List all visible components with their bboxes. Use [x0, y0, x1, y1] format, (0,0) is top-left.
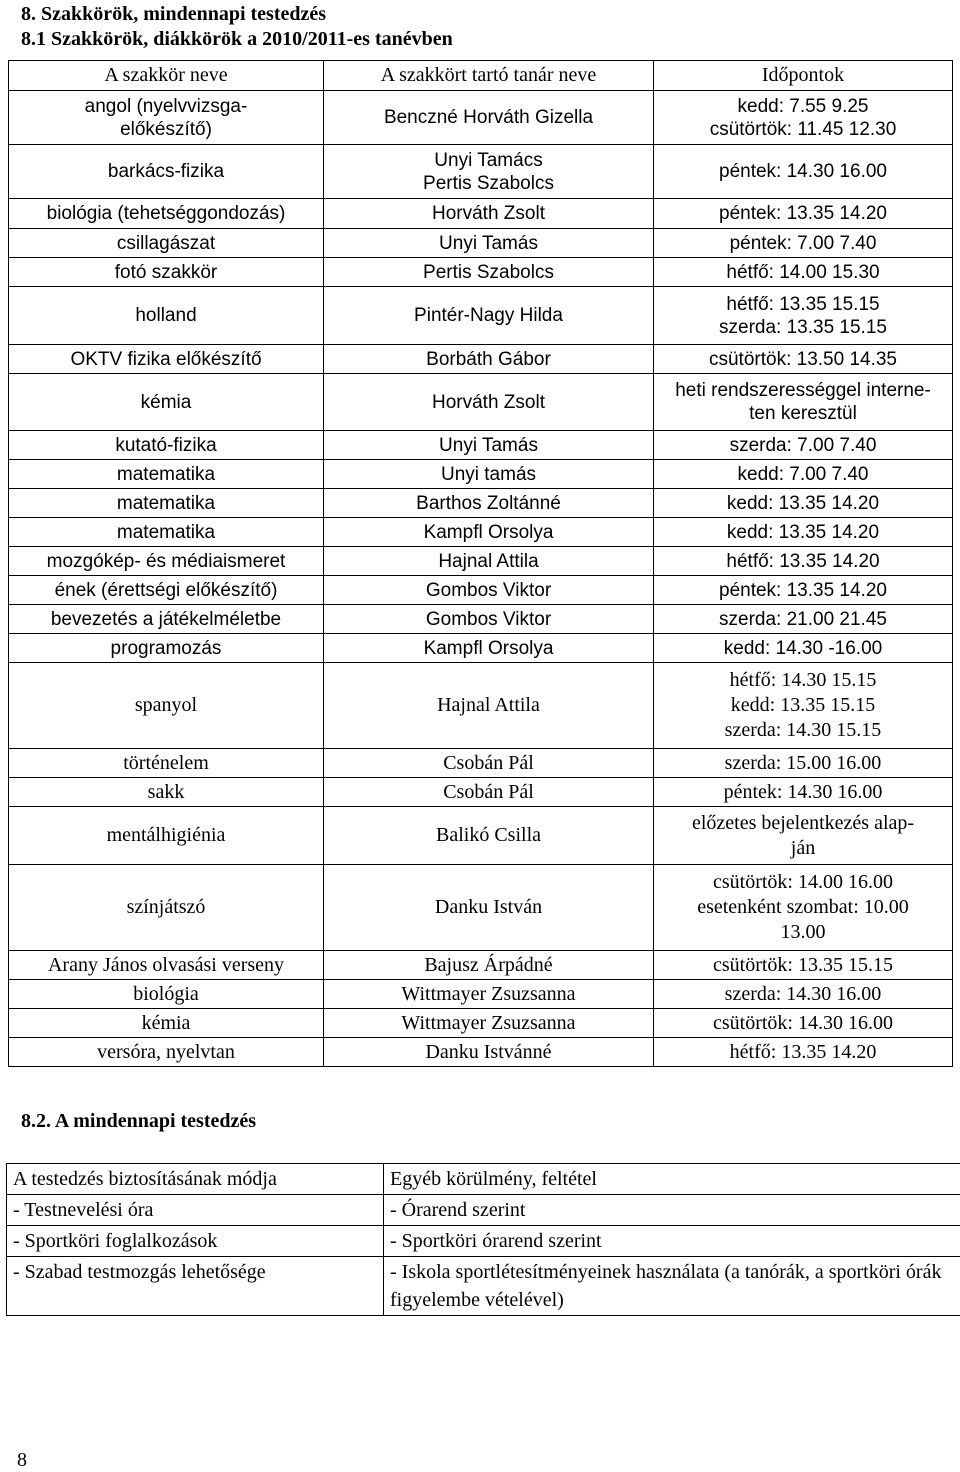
- table-row: [9, 258, 953, 287]
- time-cell: [654, 431, 953, 460]
- time-cell: [654, 605, 953, 634]
- club-name-cell-line: mentálhigiénia: [13, 823, 319, 848]
- club-name-cell: [9, 518, 324, 547]
- club-name-cell-line: programozás: [13, 637, 319, 660]
- time-cell: [654, 547, 953, 576]
- teacher-cell: [324, 865, 654, 951]
- teacher-cell: [324, 145, 654, 199]
- time-cell: [654, 518, 953, 547]
- time-cell: [654, 807, 953, 865]
- teacher-cell: [324, 489, 654, 518]
- teacher-cell: [324, 460, 654, 489]
- time-cell: [654, 145, 953, 199]
- teacher-cell: [324, 374, 654, 431]
- time-cell-line: kedd: 7.00 7.40: [658, 463, 948, 486]
- header-teacher-name: A szakkört tartó tanár neve: [324, 61, 654, 91]
- sport-section-heading: 8.2. A mindennapi testedzés: [21, 1109, 256, 1133]
- time-cell-line: csütörtök: 13.35 15.15: [658, 953, 948, 978]
- time-cell: [654, 634, 953, 663]
- time-cell: [654, 576, 953, 605]
- teacher-cell-line: Pertis Szabolcs: [328, 261, 649, 284]
- time-cell: [654, 460, 953, 489]
- table-row: [9, 460, 953, 489]
- time-cell-line: hétfő: 13.35 14.20: [658, 1040, 948, 1065]
- teacher-cell-line: Hajnal Attila: [328, 550, 649, 573]
- teacher-cell: [324, 1038, 654, 1067]
- table-row: [9, 1009, 953, 1038]
- table-row: [7, 1257, 960, 1316]
- time-cell-line: előzetes bejelentkezés alap-: [658, 811, 948, 836]
- club-name-cell-line: angol (nyelvvizsga-: [13, 95, 319, 118]
- time-cell: [654, 489, 953, 518]
- teacher-cell-line: Wittmayer Zsuzsanna: [328, 982, 649, 1007]
- time-cell: [654, 980, 953, 1009]
- club-name-cell: [9, 91, 324, 145]
- time-cell-line: kedd: 13.35 14.20: [658, 492, 948, 515]
- club-name-cell: [9, 1038, 324, 1067]
- club-name-cell: [9, 807, 324, 865]
- time-cell: [654, 258, 953, 287]
- club-name-cell: [9, 576, 324, 605]
- teacher-cell-line: Kampfl Orsolya: [328, 521, 649, 544]
- club-name-cell: [9, 431, 324, 460]
- teacher-cell-line: Gombos Viktor: [328, 579, 649, 602]
- teacher-cell: [324, 576, 654, 605]
- club-name-cell: [9, 145, 324, 199]
- club-name-cell-line: mozgókép- és médiaismeret: [13, 550, 319, 573]
- teacher-cell-line: Danku István: [328, 895, 649, 920]
- sport-condition-cell: - Iskola sportlétesítményeinek használata (a tanórák, a sportköri órák figyelembe vételével): [384, 1257, 960, 1316]
- club-name-cell-line: spanyol: [13, 693, 319, 718]
- time-cell: [654, 951, 953, 980]
- time-cell: [654, 199, 953, 229]
- table-row: [9, 518, 953, 547]
- header-sport-condition: Egyéb körülmény, feltétel: [384, 1164, 960, 1195]
- teacher-cell: [324, 663, 654, 749]
- time-cell-line: hétfő: 14.00 15.30: [658, 261, 948, 284]
- page-number: 8: [17, 1448, 27, 1472]
- club-name-cell-line: matematika: [13, 492, 319, 515]
- table-row: [9, 951, 953, 980]
- club-name-cell: [9, 663, 324, 749]
- time-cell-line: kedd: 14.30 -16.00: [658, 637, 948, 660]
- teacher-cell: [324, 258, 654, 287]
- time-cell-line: csütörtök: 11.45 12.30: [658, 118, 948, 141]
- header-club-name: A szakkör neve: [9, 61, 324, 91]
- time-cell: [654, 287, 953, 345]
- teacher-cell: [324, 807, 654, 865]
- table-row: [9, 91, 953, 145]
- teacher-cell-line: Pintér-Nagy Hilda: [328, 304, 649, 327]
- table-row: [9, 287, 953, 345]
- teacher-cell-line: Borbáth Gábor: [328, 348, 649, 371]
- table-row: [9, 663, 953, 749]
- clubs-header-row: [9, 61, 953, 91]
- club-name-cell-line: biológia (tehetséggondozás): [13, 202, 319, 225]
- time-cell-line: kedd: 13.35 15.15: [658, 693, 948, 718]
- table-row: [9, 374, 953, 431]
- club-name-cell: [9, 199, 324, 229]
- club-name-cell-line: sakk: [13, 780, 319, 805]
- club-name-cell: [9, 374, 324, 431]
- club-name-cell: [9, 749, 324, 778]
- sport-mode-cell: - Szabad testmozgás lehetősége: [7, 1257, 384, 1316]
- time-cell-line: csütörtök: 14.00 16.00: [658, 870, 948, 895]
- time-cell: [654, 229, 953, 258]
- table-row: [9, 980, 953, 1009]
- teacher-cell: [324, 91, 654, 145]
- teacher-cell-line: Wittmayer Zsuzsanna: [328, 1011, 649, 1036]
- time-cell-line: péntek: 7.00 7.40: [658, 232, 948, 255]
- table-row: [9, 1038, 953, 1067]
- section-heading: 8. Szakkörök, mindennapi testedzés: [21, 2, 326, 26]
- club-name-cell-line: holland: [13, 304, 319, 327]
- teacher-cell: [324, 431, 654, 460]
- header-times: Időpontok: [654, 61, 953, 91]
- time-cell-line: szerda: 14.30 16.00: [658, 982, 948, 1007]
- time-cell: [654, 663, 953, 749]
- time-cell: [654, 374, 953, 431]
- time-cell: [654, 1038, 953, 1067]
- clubs-table: [8, 60, 953, 1067]
- time-cell-line: csütörtök: 14.30 16.00: [658, 1011, 948, 1036]
- teacher-cell-line: Unyi tamás: [328, 463, 649, 486]
- table-row: [9, 865, 953, 951]
- teacher-cell-line: Benczné Horváth Gizella: [328, 106, 649, 129]
- club-name-cell-line: történelem: [13, 751, 319, 776]
- teacher-cell-line: Danku Istvánné: [328, 1040, 649, 1065]
- club-name-cell-line: előkészítő): [13, 118, 319, 141]
- club-name-cell: [9, 778, 324, 807]
- teacher-cell: [324, 605, 654, 634]
- club-name-cell-line: Arany János olvasási verseny: [13, 953, 319, 978]
- time-cell: [654, 778, 953, 807]
- club-name-cell-line: biológia: [13, 982, 319, 1007]
- time-cell-line: hétfő: 13.35 14.20: [658, 550, 948, 573]
- table-row: [9, 547, 953, 576]
- teacher-cell: [324, 287, 654, 345]
- table-row: [9, 431, 953, 460]
- time-cell-line: szerda: 15.00 16.00: [658, 751, 948, 776]
- table-row: [9, 576, 953, 605]
- time-cell-line: 13.00: [658, 920, 948, 945]
- club-name-cell-line: kémia: [13, 391, 319, 414]
- club-name-cell-line: barkács-fizika: [13, 160, 319, 183]
- teacher-cell-line: Pertis Szabolcs: [328, 172, 649, 195]
- teacher-cell: [324, 345, 654, 374]
- club-name-cell: [9, 1009, 324, 1038]
- teacher-cell: [324, 518, 654, 547]
- club-name-cell-line: fotó szakkör: [13, 261, 319, 284]
- table-row: [7, 1226, 960, 1257]
- club-name-cell: [9, 460, 324, 489]
- teacher-cell-line: Csobán Pál: [328, 780, 649, 805]
- club-name-cell-line: matematika: [13, 521, 319, 544]
- teacher-cell-line: Barthos Zoltánné: [328, 492, 649, 515]
- club-name-cell: [9, 865, 324, 951]
- time-cell: [654, 345, 953, 374]
- teacher-cell: [324, 199, 654, 229]
- teacher-cell-line: Gombos Viktor: [328, 608, 649, 631]
- table-row: [7, 1195, 960, 1226]
- teacher-cell-line: Unyi Tamács: [328, 149, 649, 172]
- time-cell-line: szerda: 13.35 15.15: [658, 316, 948, 339]
- club-name-cell: [9, 980, 324, 1009]
- teacher-cell-line: Hajnal Attila: [328, 693, 649, 718]
- club-name-cell-line: kutató-fizika: [13, 434, 319, 457]
- subsection-heading: 8.1 Szakkörök, diákkörök a 2010/2011-es tanévben: [21, 27, 453, 51]
- time-cell: [654, 749, 953, 778]
- club-name-cell-line: OKTV fizika előkészítő: [13, 348, 319, 371]
- time-cell-line: csütörtök: 13.50 14.35: [658, 348, 948, 371]
- sport-condition-cell: - Sportköri órarend szerint: [384, 1226, 960, 1257]
- time-cell-line: péntek: 13.35 14.20: [658, 579, 948, 602]
- club-name-cell-line: csillagászat: [13, 232, 319, 255]
- time-cell-line: esetenként szombat: 10.00: [658, 895, 948, 920]
- table-row: [9, 489, 953, 518]
- table-row: [9, 229, 953, 258]
- teacher-cell-line: Horváth Zsolt: [328, 391, 649, 414]
- club-name-cell: [9, 634, 324, 663]
- club-name-cell: [9, 345, 324, 374]
- sport-mode-cell: - Testnevelési óra: [7, 1195, 384, 1226]
- sport-table: [6, 1163, 960, 1316]
- time-cell: [654, 865, 953, 951]
- header-sport-mode: A testedzés biztosításának módja: [7, 1164, 384, 1195]
- time-cell-line: ten keresztül: [658, 402, 948, 425]
- club-name-cell: [9, 258, 324, 287]
- time-cell-line: kedd: 7.55 9.25: [658, 95, 948, 118]
- sport-condition-cell: - Órarend szerint: [384, 1195, 960, 1226]
- teacher-cell-line: Bajusz Árpádné: [328, 953, 649, 978]
- teacher-cell: [324, 1009, 654, 1038]
- time-cell-line: hétfő: 14.30 15.15: [658, 668, 948, 693]
- time-cell-line: hétfő: 13.35 15.15: [658, 293, 948, 316]
- time-cell-line: szerda: 7.00 7.40: [658, 434, 948, 457]
- teacher-cell-line: Kampfl Orsolya: [328, 637, 649, 660]
- club-name-cell: [9, 229, 324, 258]
- sport-header-row: [7, 1164, 960, 1195]
- club-name-cell-line: versóra, nyelvtan: [13, 1040, 319, 1065]
- club-name-cell-line: színjátszó: [13, 895, 319, 920]
- club-name-cell: [9, 951, 324, 980]
- teacher-cell: [324, 229, 654, 258]
- teacher-cell: [324, 951, 654, 980]
- time-cell-line: szerda: 21.00 21.45: [658, 608, 948, 631]
- club-name-cell-line: matematika: [13, 463, 319, 486]
- table-row: [9, 778, 953, 807]
- time-cell: [654, 91, 953, 145]
- time-cell: [654, 1009, 953, 1038]
- table-row: [9, 749, 953, 778]
- club-name-cell: [9, 489, 324, 518]
- table-row: [9, 605, 953, 634]
- club-name-cell-line: ének (érettségi előkészítő): [13, 579, 319, 602]
- club-name-cell: [9, 547, 324, 576]
- teacher-cell-line: Horváth Zsolt: [328, 202, 649, 225]
- time-cell-line: heti rendszerességgel interne-: [658, 379, 948, 402]
- teacher-cell: [324, 547, 654, 576]
- club-name-cell: [9, 287, 324, 345]
- time-cell-line: péntek: 14.30 16.00: [658, 160, 948, 183]
- time-cell-line: péntek: 13.35 14.20: [658, 202, 948, 225]
- table-row: [9, 807, 953, 865]
- table-row: [9, 634, 953, 663]
- teacher-cell: [324, 778, 654, 807]
- time-cell-line: szerda: 14.30 15.15: [658, 718, 948, 743]
- table-row: [9, 199, 953, 229]
- teacher-cell: [324, 749, 654, 778]
- teacher-cell-line: Unyi Tamás: [328, 434, 649, 457]
- time-cell-line: péntek: 14.30 16.00: [658, 780, 948, 805]
- teacher-cell: [324, 980, 654, 1009]
- time-cell-line: kedd: 13.35 14.20: [658, 521, 948, 544]
- teacher-cell-line: Csobán Pál: [328, 751, 649, 776]
- club-name-cell: [9, 605, 324, 634]
- club-name-cell-line: kémia: [13, 1011, 319, 1036]
- teacher-cell-line: Unyi Tamás: [328, 232, 649, 255]
- teacher-cell: [324, 634, 654, 663]
- time-cell-line: ján: [658, 836, 948, 861]
- table-row: [9, 145, 953, 199]
- club-name-cell-line: bevezetés a játékelméletbe: [13, 608, 319, 631]
- sport-mode-cell: - Sportköri foglalkozások: [7, 1226, 384, 1257]
- table-row: [9, 345, 953, 374]
- teacher-cell-line: Balikó Csilla: [328, 823, 649, 848]
